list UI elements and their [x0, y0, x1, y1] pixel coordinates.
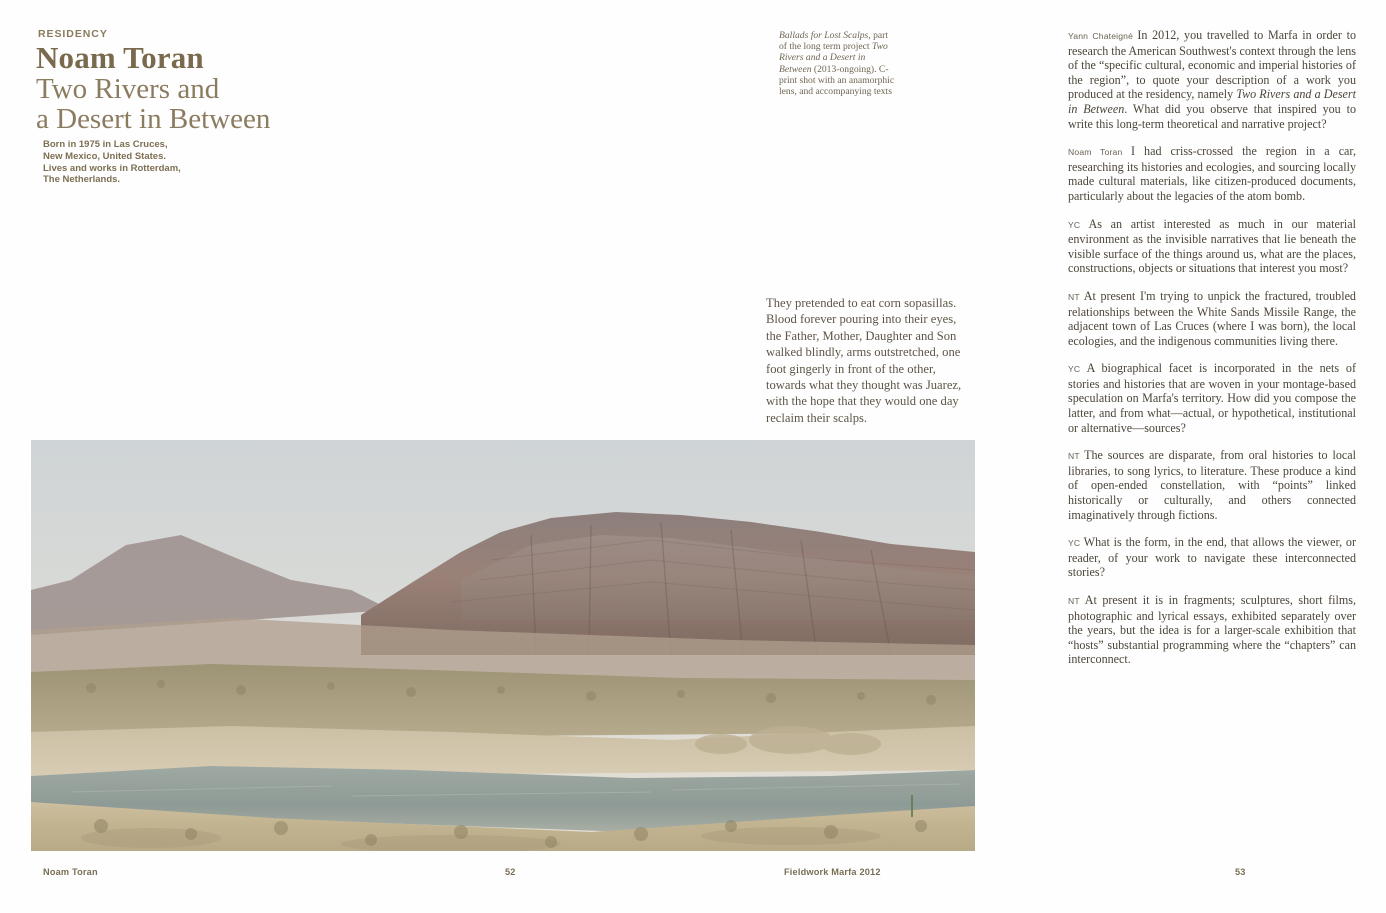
caption-project-title: Two Rivers and a Desert in Between	[779, 41, 888, 75]
speaker-label: YC	[1068, 219, 1089, 230]
work-title-line-1: a Desert in Between	[36, 103, 271, 135]
artist-bio-line-0: Born in 1975 in Las Cruces,	[43, 139, 168, 150]
speaker-label: Noam Toran	[1068, 147, 1131, 158]
artist-bio	[43, 139, 293, 186]
interview-text: The sources are disparate, from oral histories to local libraries, to song lyrics, to literature. These produce a kind of open-ended constellation, with “points” linked historically or culturally, and others connected imaginatively through fictions.	[1068, 448, 1356, 522]
interview-paragraph-5	[1068, 448, 1356, 522]
work-title-line-0: Two Rivers and	[36, 73, 220, 105]
interview-paragraph-2	[1068, 217, 1356, 276]
footer-center: Fieldwork Marfa 2012	[784, 867, 881, 877]
interview-paragraph-1	[1068, 144, 1356, 203]
image-caption	[779, 30, 897, 97]
interview-italic-title: Two Rivers and a Desert in Between	[1068, 87, 1356, 116]
artist-name: Noam Toran	[36, 40, 204, 75]
page-number-right: 53	[1235, 867, 1246, 877]
caption-text-2: (2013-ongoing). C-print shot with an anamorphic lens, and accompanying texts	[779, 63, 895, 98]
poem-excerpt: They pretended to eat corn sopasillas. Blood forever pouring into their eyes, the Father, Mother, Daughter and Son walked blindly, arms outstretched, one foot gingerly in front of the other, towards what they thought was Juarez, with the hope that they would one day reclaim their scalps.	[766, 296, 962, 425]
interview-text: A biographical facet is incorporated in the nets of stories and histories that are woven in your montage-based speculation on Marfa's territory. How did you compose the latter, and from what—actual, or hypothetical, institutional or alternative—sources?	[1068, 361, 1356, 435]
work-title	[36, 74, 456, 134]
speaker-label: Yann Chateigné	[1068, 31, 1138, 41]
speaker-label: NT	[1068, 451, 1085, 462]
interview-text: At present I'm trying to unpick the fractured, troubled relationships between the White Sands Missile Range, the adjacent town of Las Cruces (where I was born), the local ecologies, and the indigenous communities living there.	[1068, 288, 1356, 348]
interview-paragraph-3	[1068, 289, 1356, 348]
interview-text: In 2012, you travelled to Marfa in order to research the American Southwest's context through the lens of the “specific cultural, economic and imperial histories of the region”, to quote your description of a work you produced at the residency, namely	[1068, 28, 1357, 102]
interview-paragraph-4	[1068, 361, 1356, 435]
interview-text: At present it is in fragments; sculptures, short films, photographic and lyrical essays, exhibited separately over the years, but the idea is for a larger-scale exhibition that “hosts” substantial programming where the “chapters” can interconnect.	[1068, 593, 1356, 667]
speaker-label: NT	[1068, 596, 1085, 606]
speaker-label: NT	[1068, 291, 1084, 302]
speaker-label: YC	[1068, 538, 1084, 549]
artist-bio-line-3: The Netherlands.	[43, 174, 121, 186]
interview-text-continued: . What did you observe that inspired you to write this long-term theoretical and narrative project?	[1068, 101, 1357, 131]
interview-column	[1068, 28, 1356, 680]
speaker-label: YC	[1068, 364, 1087, 375]
interview-text: What is the form, in the end, that allows the viewer, or reader, of your work to navigate these interconnected stories?	[1068, 535, 1356, 580]
interview-paragraph-0	[1068, 28, 1356, 131]
section-kicker: RESIDENCY	[38, 28, 108, 40]
page-number-left: 52	[505, 867, 516, 877]
interview-paragraph-7	[1068, 593, 1356, 667]
caption-text-1: , part of the long term project	[779, 30, 889, 53]
interview-paragraph-6	[1068, 535, 1356, 580]
footer-left: Noam Toran	[43, 867, 98, 877]
interview-text: As an artist interested as much in our material environment as the invisible narratives that lie beneath the visible surface of the things around us, what are the places, constructions, objects or situations that interest you most?	[1068, 216, 1357, 276]
landscape-photograph	[31, 440, 975, 851]
artist-bio-line-1: New Mexico, United States.	[43, 150, 167, 162]
artist-bio-line-2: Lives and works in Rotterdam,	[43, 162, 181, 174]
caption-work-title: Ballads for Lost Scalps	[779, 30, 869, 41]
interview-text: I had criss-crossed the region in a car, researching its histories and ecologies, and sourcing locally made cultural materials, like citizen-produced documents, particularly about the legacies of the atom bomb.	[1068, 144, 1356, 203]
